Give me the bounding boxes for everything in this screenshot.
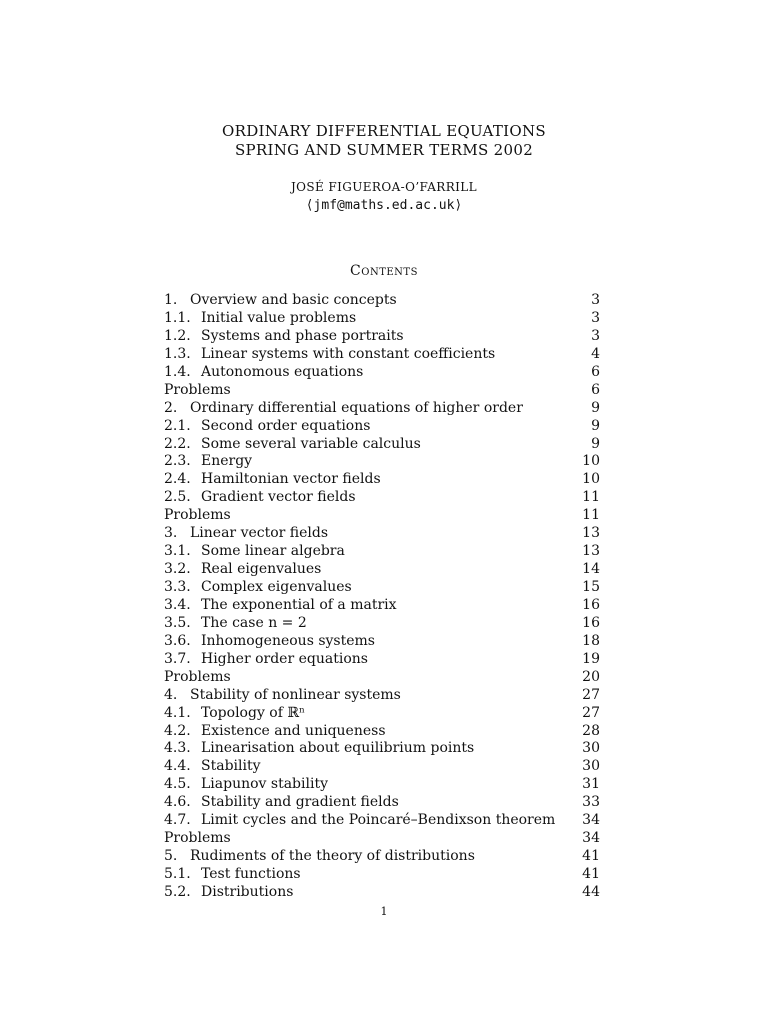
toc-entry-title: Liapunov stability — [201, 776, 328, 793]
toc-entry-title: Ordinary differential equations of higher order — [190, 399, 523, 416]
author-name: JOSÉ FIGUEROA-O’FARRILL — [290, 180, 478, 194]
toc-entry-title: Second order equations — [201, 417, 371, 434]
toc-entry — [164, 865, 600, 883]
toc-entry-page: 30 — [582, 758, 600, 775]
contents-heading: Contents — [350, 263, 418, 279]
toc-entry-number: 1. — [164, 292, 178, 308]
toc-entry-number: 2.5. — [164, 489, 191, 506]
toc-entry-number: 2. — [164, 399, 178, 416]
toc-entry-title: Higher order equations — [201, 650, 368, 667]
toc-entry-page: 18 — [582, 632, 600, 649]
toc-entry — [164, 560, 600, 578]
toc-entry — [164, 883, 600, 901]
toc-entry-page: 41 — [582, 866, 600, 882]
toc-entry-number: 3.3. — [164, 579, 191, 595]
toc-entry — [164, 722, 600, 740]
toc-entry — [164, 506, 600, 524]
document-title-line2: SPRING AND SUMMER TERMS 2002 — [234, 141, 534, 159]
toc-entry-title: Problems — [164, 830, 231, 847]
toc-entry-title: Stability of nonlinear systems — [190, 686, 401, 703]
toc-entry-title: Rudiments of the theory of distributions — [190, 848, 475, 865]
toc-entry — [164, 632, 600, 650]
toc-entry-number: 4.1. — [164, 704, 191, 721]
toc-entry — [164, 345, 600, 363]
toc-entry-title: Initial value problems — [201, 309, 357, 326]
toc-entry-number: 5. — [164, 848, 178, 865]
toc-entry-number: 2.1. — [164, 417, 191, 434]
toc-entry-page: 13 — [582, 525, 600, 542]
toc-entry — [164, 470, 600, 488]
toc-entry-number: 1.4. — [164, 363, 191, 380]
toc-entry-page: 27 — [582, 704, 600, 721]
toc-entry-title: Problems — [164, 507, 231, 524]
toc-entry-title: Gradient vector fields — [201, 489, 356, 506]
toc-entry-number: 5.1. — [164, 866, 191, 882]
toc-entry-title: Complex eigenvalues — [201, 579, 352, 595]
toc-entry-page: 10 — [582, 471, 600, 488]
toc-entry-title: Linear vector fields — [190, 525, 329, 542]
toc-entry-number: 3. — [164, 525, 178, 542]
toc-entry-number: 4. — [164, 686, 178, 703]
toc-entry-number: 2.3. — [164, 453, 191, 470]
toc-entry-title: Stability — [201, 758, 261, 775]
toc-entry-page: 13 — [582, 543, 600, 560]
toc-entry-number: 1.3. — [164, 345, 191, 362]
toc-entry — [164, 596, 600, 614]
toc-entry-page: 9 — [591, 399, 600, 416]
toc-entry-title: Inhomogeneous systems — [201, 632, 375, 649]
toc-entry — [164, 399, 600, 417]
toc-entry-title: Hamiltonian vector fields — [201, 471, 381, 488]
toc-entry-page: 11 — [582, 489, 600, 506]
toc-entry-title: Autonomous equations — [201, 363, 364, 380]
toc-entry-title: Linearisation about equilibrium points — [201, 740, 475, 757]
toc-entry-number: 5.2. — [164, 883, 191, 900]
toc-entry — [164, 291, 600, 309]
toc-entry-number: 4.7. — [164, 812, 191, 829]
toc-entry-page: 31 — [582, 776, 600, 793]
toc-entry-title: Linear systems with constant coefficients — [201, 345, 496, 362]
toc-entry-page: 34 — [582, 830, 600, 847]
toc-entry-number: 3.2. — [164, 561, 191, 578]
toc-entry-number: 3.1. — [164, 543, 191, 560]
toc-entry-number: 3.5. — [164, 614, 191, 631]
toc-entry — [164, 739, 600, 757]
toc-entry — [164, 793, 600, 811]
page-number: 1 — [380, 905, 388, 918]
toc-entry-number: 4.6. — [164, 794, 191, 811]
toc-entry — [164, 811, 600, 829]
toc-entry-page: 28 — [582, 722, 600, 739]
toc-entry — [164, 668, 600, 686]
toc-entry-page: 44 — [582, 883, 600, 900]
toc-entry — [164, 452, 600, 470]
author-email: ⟨jmf@maths.ed.ac.uk⟩ — [305, 198, 463, 213]
toc-entry — [164, 417, 600, 435]
toc-entry — [164, 327, 600, 345]
toc-entry-page: 15 — [582, 579, 600, 595]
toc-entry-title: Test functions — [201, 866, 301, 882]
toc-entry-page: 34 — [582, 812, 600, 829]
toc-entry-page: 4 — [591, 345, 600, 362]
toc-entry-page: 9 — [591, 435, 600, 452]
toc-entry-title: Real eigenvalues — [201, 561, 322, 578]
toc-entry-title: Overview and basic concepts — [190, 292, 397, 308]
toc-entry-title: The case n = 2 — [201, 614, 307, 631]
toc-entry-page: 27 — [582, 686, 600, 703]
toc-entry-page: 3 — [591, 309, 600, 326]
toc-entry — [164, 363, 600, 381]
toc-entry-page: 33 — [582, 794, 600, 811]
toc-entry — [164, 650, 600, 668]
toc-entry-page: 16 — [582, 596, 600, 613]
toc-entry — [164, 381, 600, 399]
toc-entry — [164, 704, 600, 722]
toc-entry-page: 19 — [582, 650, 600, 667]
toc-entry-number: 3.7. — [164, 650, 191, 667]
toc-entry — [164, 524, 600, 542]
toc-entry-number: 4.4. — [164, 758, 191, 775]
toc-entry-page: 6 — [591, 381, 600, 398]
toc-entry-title: Some linear algebra — [201, 543, 345, 560]
document-title-line1: ORDINARY DIFFERENTIAL EQUATIONS — [222, 122, 546, 140]
toc-entry-page: 3 — [591, 292, 600, 308]
toc-entry-page: 41 — [582, 848, 600, 865]
toc-entry-title: Limit cycles and the Poincaré–Bendixson theorem — [201, 812, 556, 829]
toc-entry — [164, 686, 600, 704]
toc-entry-title: Existence and uniqueness — [201, 722, 386, 739]
toc-entry-title: Stability and gradient fields — [201, 794, 399, 811]
toc-entry-page: 30 — [582, 740, 600, 757]
toc-entry-page: 3 — [591, 327, 600, 344]
toc-entry — [164, 309, 600, 327]
toc-entry-title: Systems and phase portraits — [201, 327, 404, 344]
toc-entry-title: Distributions — [201, 883, 294, 900]
toc-entry-number: 4.2. — [164, 722, 191, 739]
toc-entry-page: 10 — [582, 453, 600, 470]
toc-entry-number: 3.4. — [164, 596, 191, 613]
toc-entry-number: 2.4. — [164, 471, 191, 488]
toc-entry-number: 4.3. — [164, 740, 191, 757]
toc-entry-page: 6 — [591, 363, 600, 380]
toc-entry-title: Some several variable calculus — [201, 435, 421, 452]
toc-entry — [164, 542, 600, 560]
toc-entry-title: Problems — [164, 668, 231, 685]
toc-entry — [164, 829, 600, 847]
toc-entry — [164, 578, 600, 596]
toc-entry-number: 1.1. — [164, 309, 191, 326]
toc-entry — [164, 488, 600, 506]
toc-entry-page: 9 — [591, 417, 600, 434]
toc-entry-title: Energy — [201, 453, 253, 470]
toc-entry — [164, 757, 600, 775]
toc-entry-title: Problems — [164, 381, 231, 398]
table-of-contents — [164, 291, 600, 901]
toc-entry-page: 11 — [582, 507, 600, 524]
toc-entry-title: The exponential of a matrix — [201, 596, 397, 613]
toc-entry-page: 14 — [582, 561, 600, 578]
toc-entry — [164, 775, 600, 793]
toc-entry — [164, 847, 600, 865]
toc-entry-number: 2.2. — [164, 435, 191, 452]
toc-entry-page: 20 — [582, 668, 600, 685]
toc-entry-page: 16 — [582, 614, 600, 631]
toc-entry — [164, 435, 600, 453]
toc-entry-number: 3.6. — [164, 632, 191, 649]
toc-entry-number: 1.2. — [164, 327, 191, 344]
toc-entry-number: 4.5. — [164, 776, 191, 793]
toc-entry-title: Topology of ℝⁿ — [201, 704, 306, 721]
toc-entry — [164, 614, 600, 632]
